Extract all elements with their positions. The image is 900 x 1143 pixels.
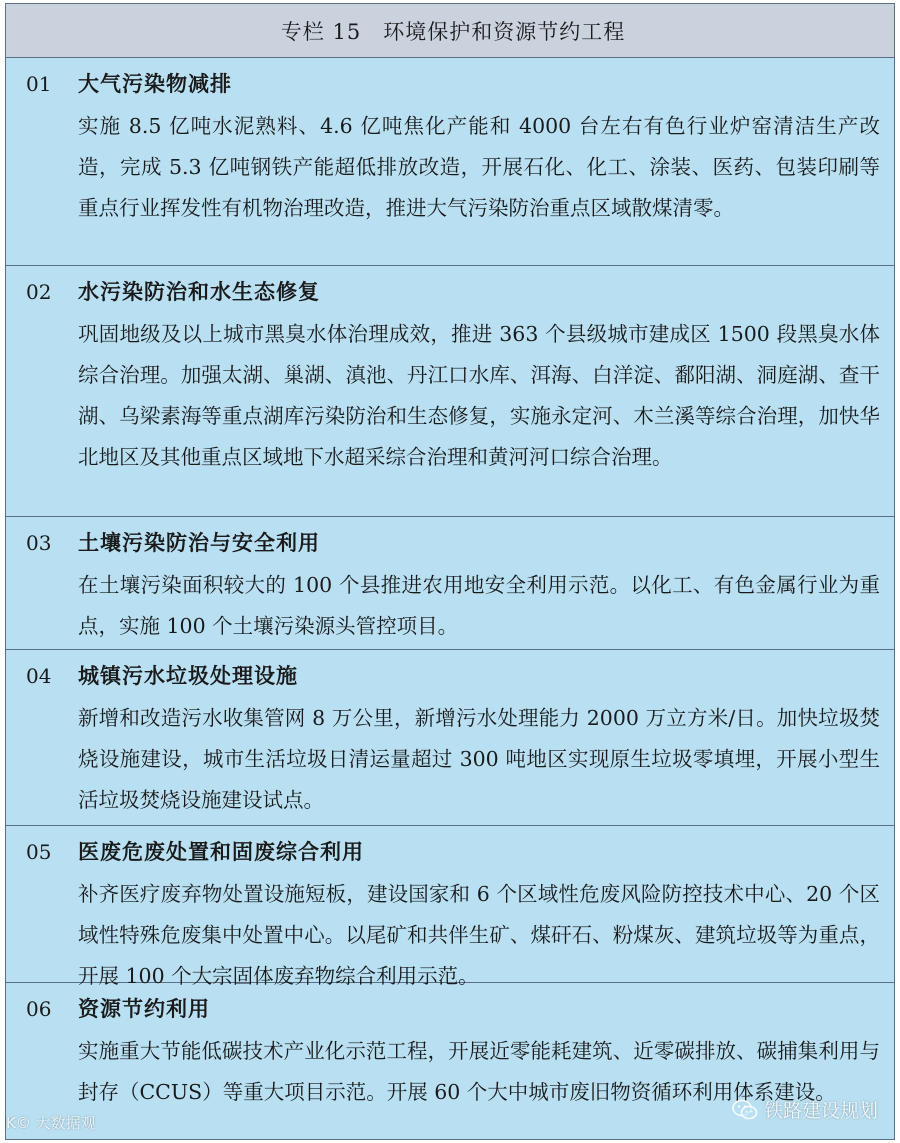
box-header: [6, 4, 894, 58]
section-number: 05: [26, 840, 52, 864]
section-02: [6, 266, 894, 517]
section-04: [6, 650, 894, 826]
section-03: [6, 517, 894, 650]
section-title: 城镇污水垃圾处理设施: [78, 663, 298, 688]
box-title: 环境保护和资源节约工程: [383, 19, 626, 44]
section-body: 在土壤污染面积较大的 100 个县推进农用地安全利用示范。以化工、有色金属行业为重点，实施 100 个土壤污染源头管控项目。: [78, 573, 880, 638]
watermark-left: K© 大数据观: [6, 1114, 96, 1132]
section-body: 补齐医疗废弃物处置设施短板，建设国家和 6 个区域性危废风险防控技术中心、20 个区域性特殊危废集中处置中心。以尾矿和共伴生矿、煤矸石、粉煤灰、建筑垃圾等为重点，开展 100 个大宗固体废弃物综合利用示范。: [78, 882, 880, 988]
box-label: 专栏 15: [280, 19, 362, 44]
section-number: 02: [26, 280, 52, 304]
section-title: 资源节约利用: [78, 996, 210, 1021]
watermark-right: [732, 1096, 878, 1123]
section-title: 医废危废处置和固废综合利用: [78, 839, 364, 864]
section-body: 实施 8.5 亿吨水泥熟料、4.6 亿吨焦化产能和 4000 台左右有色行业炉窑清洁生产改造，完成 5.3 亿吨钢铁产能超低排放改造，开展石化、化工、涂装、医药、包装印刷等重点行业挥发性有机物治理改造，推进大气污染防治重点区域散煤清零。: [78, 114, 880, 220]
section-number: 04: [26, 664, 52, 688]
watermark-right-text: 铁路建设规划: [763, 1100, 878, 1122]
section-05: [6, 826, 894, 988]
section-number: 03: [26, 531, 52, 555]
section-body: 巩固地级及以上城市黑臭水体治理成效，推进 363 个县级城市建成区 1500 段黑臭水体综合治理。加强太湖、巢湖、滇池、丹江口水库、洱海、白洋淀、鄱阳湖、洞庭湖、查干湖、乌梁素海等重点湖库污染防治和生态修复，实施永定河、木兰溪等综合治理，加快华北地区及其他重点区域地下水超采综合治理和黄河河口综合治理。: [78, 322, 880, 469]
feature-box: [5, 3, 895, 1140]
section-body: 实施重大节能低碳技术产业化示范工程，开展近零能耗建筑、近零碳排放、碳捕集利用与封存（CCUS）等重大项目示范。开展 60 个大中城市废旧物资循环利用体系建设。: [78, 1039, 880, 1104]
section-number: 06: [26, 997, 52, 1021]
section-body: 新增和改造污水收集管网 8 万公里，新增污水处理能力 2000 万立方米/日。加快垃圾焚烧设施建设，城市生活垃圾日清运量超过 300 吨地区实现原生垃圾零填埋，开展小型生活垃圾焚烧设施建设试点。: [78, 706, 880, 812]
wechat-icon: [732, 1099, 758, 1121]
section-title: 水污染防治和水生态修复: [78, 279, 320, 304]
section-number: 01: [26, 72, 52, 96]
section-title: 大气污染物减排: [78, 71, 232, 96]
section-title: 土壤污染防治与安全利用: [78, 530, 320, 555]
section-01: [6, 58, 894, 266]
